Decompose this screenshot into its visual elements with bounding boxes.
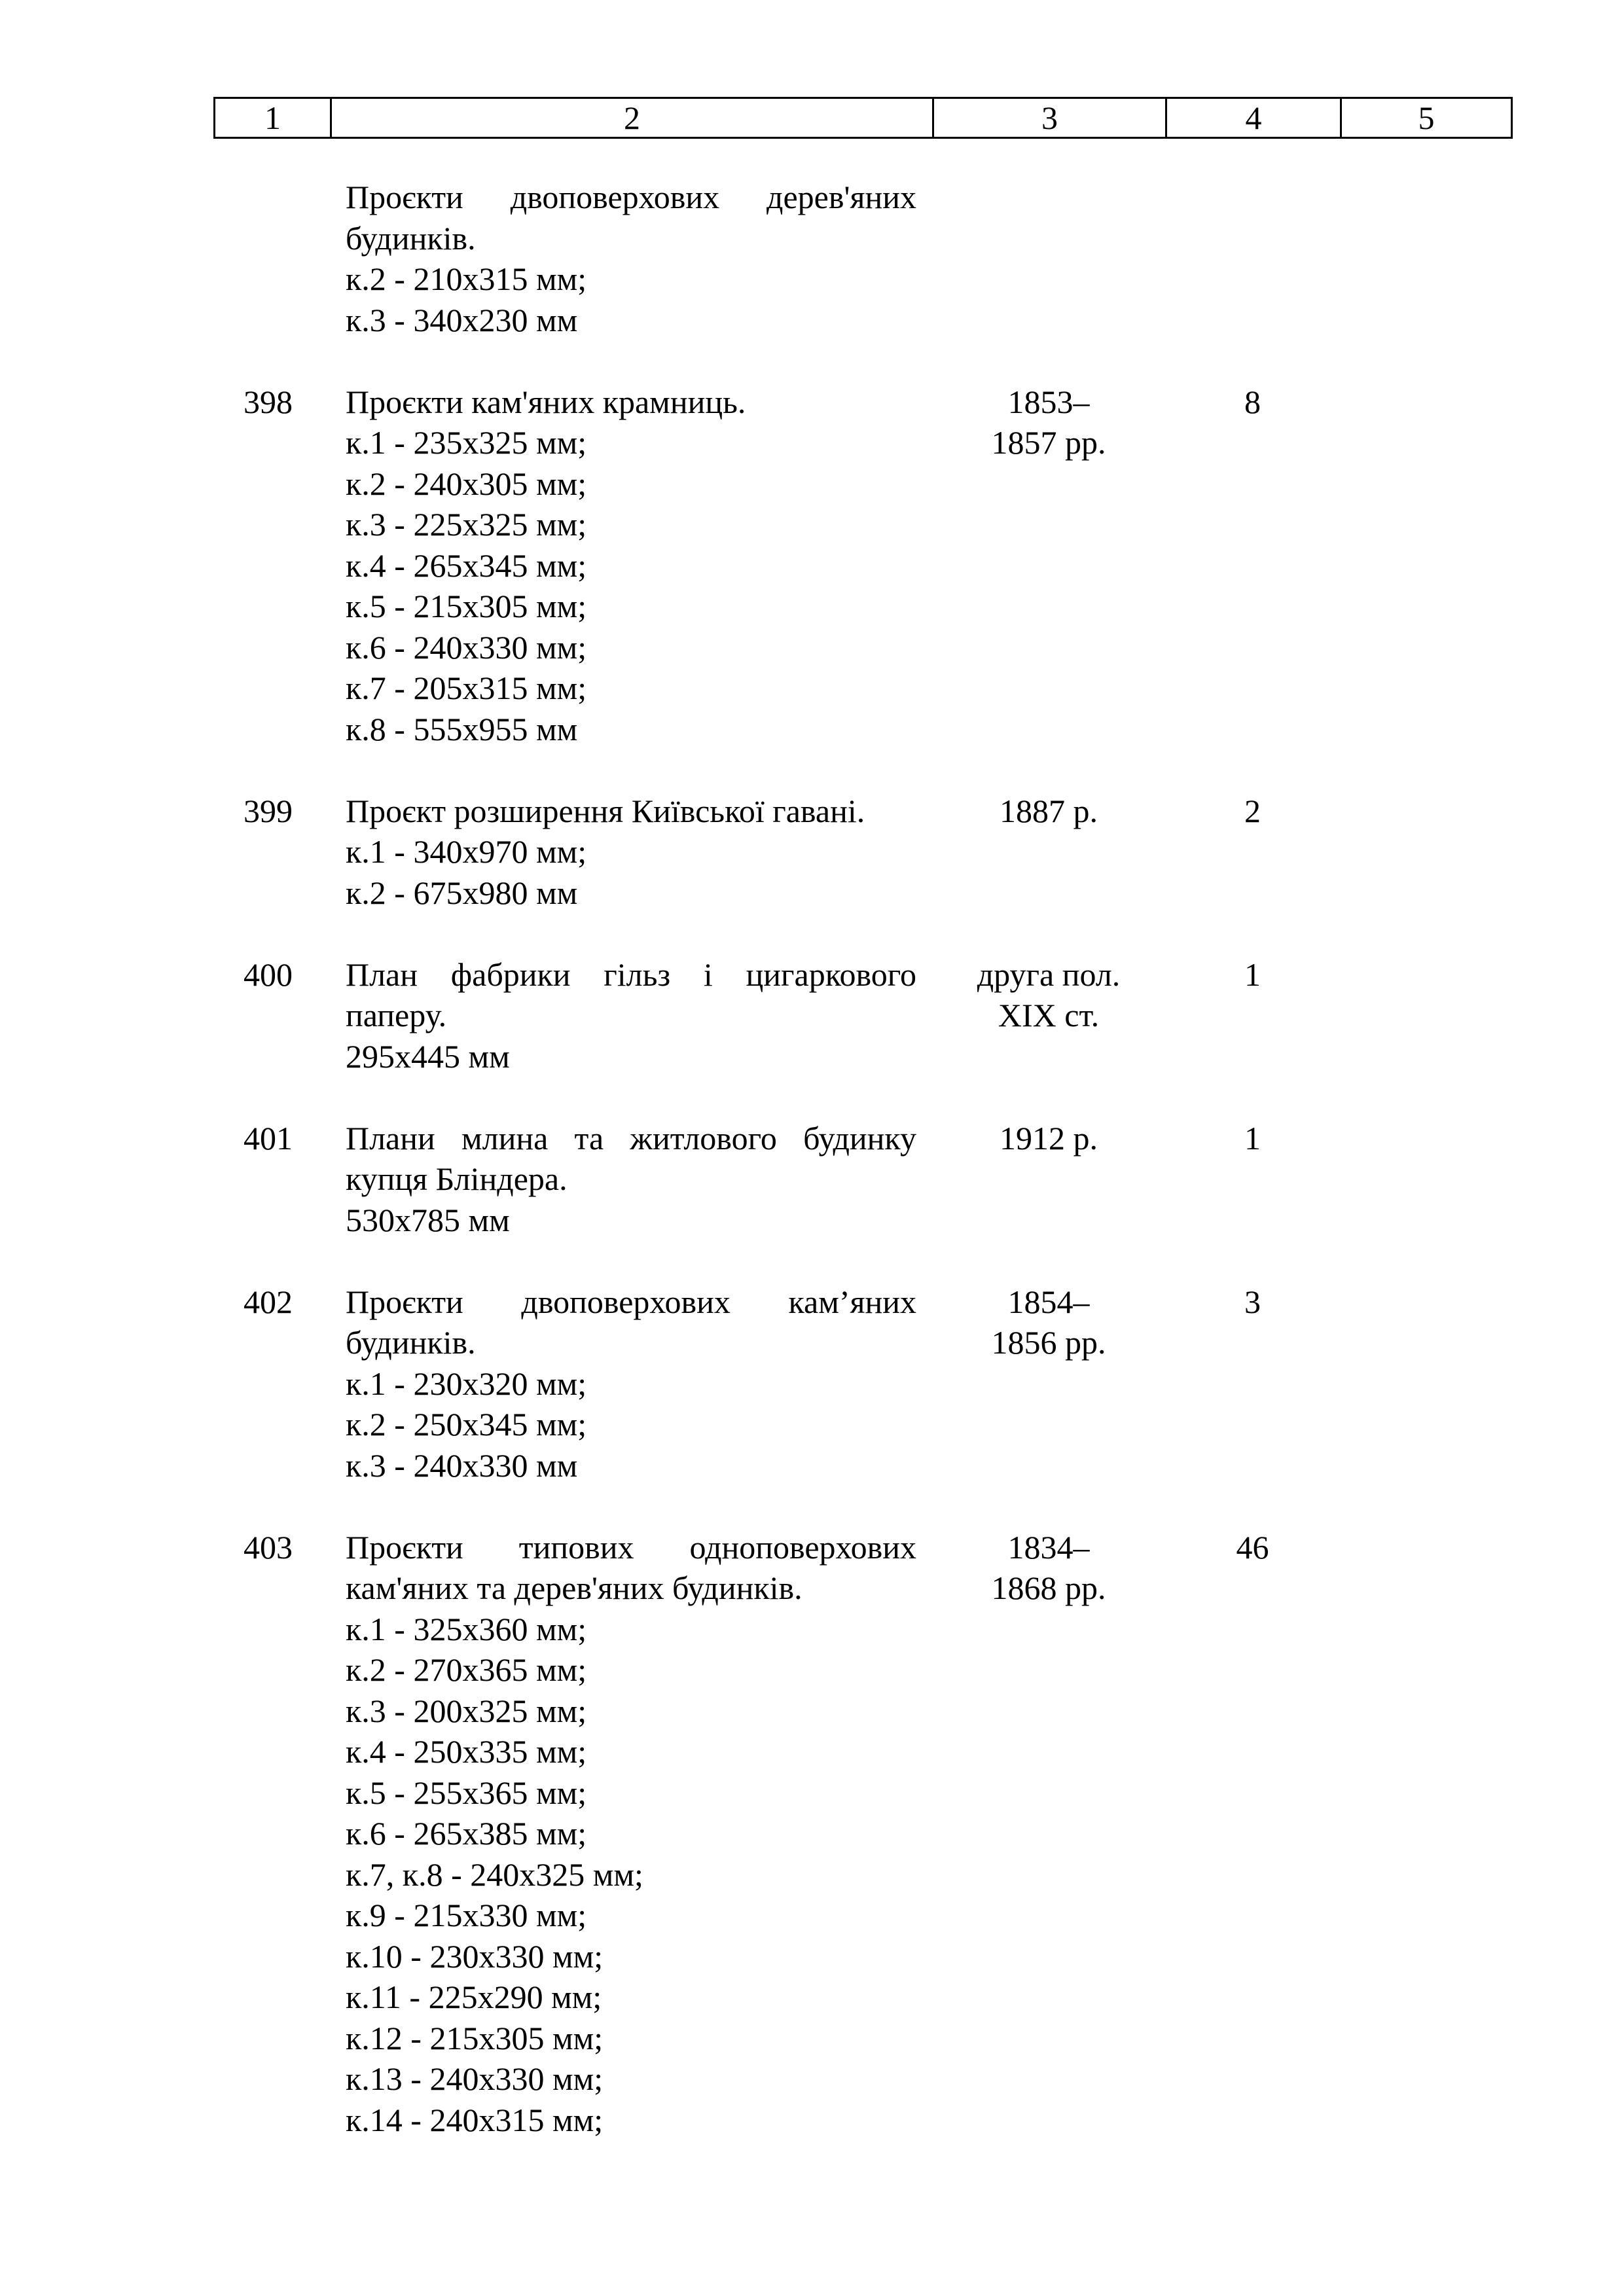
entry-description xyxy=(346,1282,916,1486)
entry-size: к.3 - 225х325 мм; xyxy=(346,506,587,543)
inventory-entry xyxy=(213,1118,1513,1241)
entry-size: к.3 - 240х330 мм xyxy=(346,1446,578,1484)
entry-size: к.2 - 675х980 мм xyxy=(346,874,578,911)
entry-number xyxy=(213,177,330,340)
entry-number: 400 xyxy=(244,956,293,993)
entry-size: к.3 - 340х230 мм xyxy=(346,301,578,338)
inventory-entry xyxy=(213,954,1513,1077)
entry-size: к.2 - 240х305 мм; xyxy=(346,465,587,502)
entry-size: к.1 - 340х970 мм; xyxy=(346,833,587,870)
entry-title: Проєкти кам'яних крамниць. xyxy=(346,383,746,420)
entry-size: к.3 - 200х325 мм; xyxy=(346,1692,587,1729)
entry-size: к.11 - 225х290 мм; xyxy=(346,1979,602,2015)
entry-size: к.12 - 215х305 мм; xyxy=(346,2019,604,2056)
entry-date xyxy=(932,177,1165,340)
entry-size: к.4 - 250х335 мм; xyxy=(346,1733,587,1770)
entry-size: к.1 - 325х360 мм; xyxy=(346,1610,587,1647)
entry-title: Проєкти двоповерхових дерев'яних будинків. xyxy=(346,179,916,257)
entry-sheet-count: 3 xyxy=(1244,1283,1261,1320)
entry-size: к.7, к.8 - 240х325 мм; xyxy=(346,1856,643,1893)
entry-description xyxy=(346,791,916,914)
entry-size: к.6 - 240х330 мм; xyxy=(346,628,587,666)
entry-number: 403 xyxy=(244,1528,293,1566)
entry-date: 1912 р. xyxy=(1000,1119,1098,1157)
entry-size: к.9 - 215х330 мм; xyxy=(346,1897,587,1933)
inventory-entry xyxy=(213,382,1513,750)
entry-size: к.2 - 270х365 мм; xyxy=(346,1651,587,1688)
entry-sheet-count: 8 xyxy=(1244,383,1261,420)
inventory-entry xyxy=(213,1282,1513,1486)
entry-description xyxy=(346,954,916,1077)
entry-size: к.1 - 235х325 мм; xyxy=(346,424,587,461)
entry-sheet-count xyxy=(1165,177,1340,340)
entry-size: 530х785 мм xyxy=(346,1201,510,1238)
entry-size: 295х445 мм xyxy=(346,1037,510,1075)
entry-date: 1834– 1868 рр. xyxy=(991,1528,1106,1606)
entry-size: к.2 - 250х345 мм; xyxy=(346,1406,587,1443)
inventory-entry xyxy=(213,1527,1513,2141)
entry-date: 1887 р. xyxy=(1000,792,1098,829)
entry-number: 399 xyxy=(244,792,293,829)
entry-size: к.4 - 265х345 мм; xyxy=(346,547,587,584)
entry-size: к.7 - 205х315 мм; xyxy=(346,670,587,706)
entry-size: к.1 - 230х320 мм; xyxy=(346,1365,587,1402)
entry-sheet-count: 46 xyxy=(1236,1528,1269,1566)
entry-size: к.6 - 265х385 мм; xyxy=(346,1815,587,1852)
entry-size: к.2 - 210х315 мм; xyxy=(346,260,587,297)
entry-description xyxy=(346,1118,916,1241)
entry-number: 398 xyxy=(244,383,293,420)
entry-date: 1854– 1856 рр. xyxy=(991,1283,1106,1361)
entry-title: Проєкти типових одноповерхових кам'яних та дерев'яних будинків. xyxy=(346,1528,916,1606)
entry-sheet-count: 1 xyxy=(1244,956,1261,993)
entry-size: к.8 - 555х955 мм xyxy=(346,710,578,747)
entry-title: План фабрики гільз і цигаркового паперу. xyxy=(346,956,916,1033)
entry-number: 402 xyxy=(244,1283,293,1320)
entry-title: Плани млина та житлового будинку купця Бліндера. xyxy=(346,1119,916,1197)
entry-date: 1853– 1857 рр. xyxy=(991,383,1106,461)
entry-size: к.14 - 240х315 мм; xyxy=(346,2101,604,2138)
inventory-entry xyxy=(213,791,1513,914)
column-header-2: 2 xyxy=(332,99,934,137)
entry-date: друга пол. XIX ст. xyxy=(977,956,1121,1033)
entry-number: 401 xyxy=(244,1119,293,1157)
column-header-4: 4 xyxy=(1167,99,1342,137)
entry-description xyxy=(346,1527,916,2141)
entry-size: к.5 - 255х365 мм; xyxy=(346,1774,587,1811)
entry-size: к.13 - 240х330 мм; xyxy=(346,2060,604,2097)
column-header-table xyxy=(213,97,1513,139)
column-header-3: 3 xyxy=(934,99,1167,137)
inventory-entry xyxy=(213,177,1513,340)
column-header-5: 5 xyxy=(1418,99,1435,136)
entry-sheet-count: 1 xyxy=(1244,1119,1261,1157)
entry-title: Проєкт розширення Київської гавані. xyxy=(346,792,865,829)
entry-description xyxy=(346,382,916,750)
entry-title: Проєкти двоповерхових кам’яних будинків. xyxy=(346,1283,916,1361)
column-header-1: 1 xyxy=(215,99,332,137)
inventory-entries xyxy=(213,177,1513,2140)
entry-size: к.5 - 215х305 мм; xyxy=(346,588,587,624)
entry-size: к.10 - 230х330 мм; xyxy=(346,1937,604,1975)
entry-description xyxy=(346,177,916,340)
entry-sheet-count: 2 xyxy=(1244,792,1261,829)
